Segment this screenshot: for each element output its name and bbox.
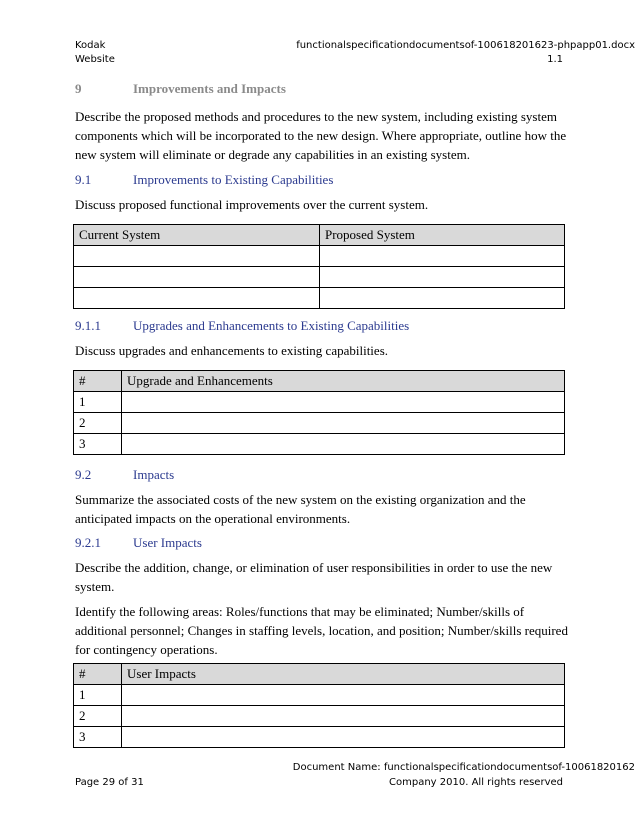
table-cell [122,727,565,748]
table-row [74,727,565,748]
table-cell [122,434,565,455]
table-row [74,706,565,727]
section-title: Impacts [133,467,175,482]
table-row [74,246,565,267]
user-impacts-table [73,663,565,748]
section-9-1-1-heading [75,318,410,334]
table-cell [122,706,565,727]
table-header-current: Current System [74,225,320,246]
table-header-proposed: Proposed System [320,225,565,246]
section-9-2-1-heading [75,535,202,551]
row-number: 3 [74,727,122,748]
table-row [74,413,565,434]
table-cell [122,413,565,434]
table-cell [122,392,565,413]
section-9-body: Describe the proposed methods and procedures to the new system, including existing system components which will be incorporated to the new design. Where appropriate, outline how the new system will eliminate or degrade any capabilities in an existing system. [75,109,567,162]
table-cell [320,246,565,267]
section-title: User Impacts [133,535,202,550]
header-project: Website [75,54,115,65]
section-9-2-body: Summarize the associated costs of the new system on the existing organization and the anticipated impacts on the operational environments. [75,492,526,526]
section-9-2-1-body-1: Describe the addition, change, or elimination of user responsibilities in order to use the new system. [75,560,553,594]
section-9-1-body: Discuss proposed functional improvements over the current system. [75,197,429,212]
table-header-upgrades: Upgrade and Enhancements [122,371,565,392]
improvements-table [73,224,565,309]
section-title: Upgrades and Enhancements to Existing Capabilities [133,318,410,333]
section-title: Improvements and Impacts [133,81,286,96]
table-row [74,267,565,288]
row-number: 2 [74,706,122,727]
table-cell [320,267,565,288]
section-9-2-heading [75,467,175,483]
header-version: 1.1 [547,54,563,65]
row-number: 1 [74,392,122,413]
section-9-heading [75,81,286,97]
table-row [74,685,565,706]
section-9-1-1-body: Discuss upgrades and enhancements to existing capabilities. [75,343,389,358]
row-number: 2 [74,413,122,434]
section-number: 9.1.1 [75,318,101,333]
table-row [74,288,565,309]
table-header-number: # [74,371,122,392]
section-9-1-heading [75,172,334,188]
table-cell [122,685,565,706]
table-header-number: # [74,664,122,685]
section-number: 9.2.1 [75,535,101,550]
row-number: 1 [74,685,122,706]
footer-document-name: Document Name: functionalspecificationdocumentsof-10061820162 [292,762,635,773]
table-cell [320,288,565,309]
section-number: 9.2 [75,467,92,482]
section-number: 9.1 [75,172,92,187]
header-company: Kodak [75,40,106,51]
table-cell [74,246,320,267]
footer-page-number: Page 29 of 31 [75,777,144,788]
table-row [74,434,565,455]
table-cell [74,288,320,309]
row-number: 3 [74,434,122,455]
footer-copyright: Company 2010. All rights reserved [389,777,563,788]
section-title: Improvements to Existing Capabilities [133,172,334,187]
table-cell [74,267,320,288]
header-filename: functionalspecificationdocumentsof-100618201623-phpapp01.docx [296,40,635,51]
table-header-user-impacts: User Impacts [122,664,565,685]
upgrades-table [73,370,565,455]
table-row [74,392,565,413]
section-number: 9 [75,81,82,96]
section-9-2-1-body-2: Identify the following areas: Roles/functions that may be eliminated; Number/skills of additional personnel; Changes in staffing levels, location, and position; Number/skills required for contingency operations. [75,604,568,657]
